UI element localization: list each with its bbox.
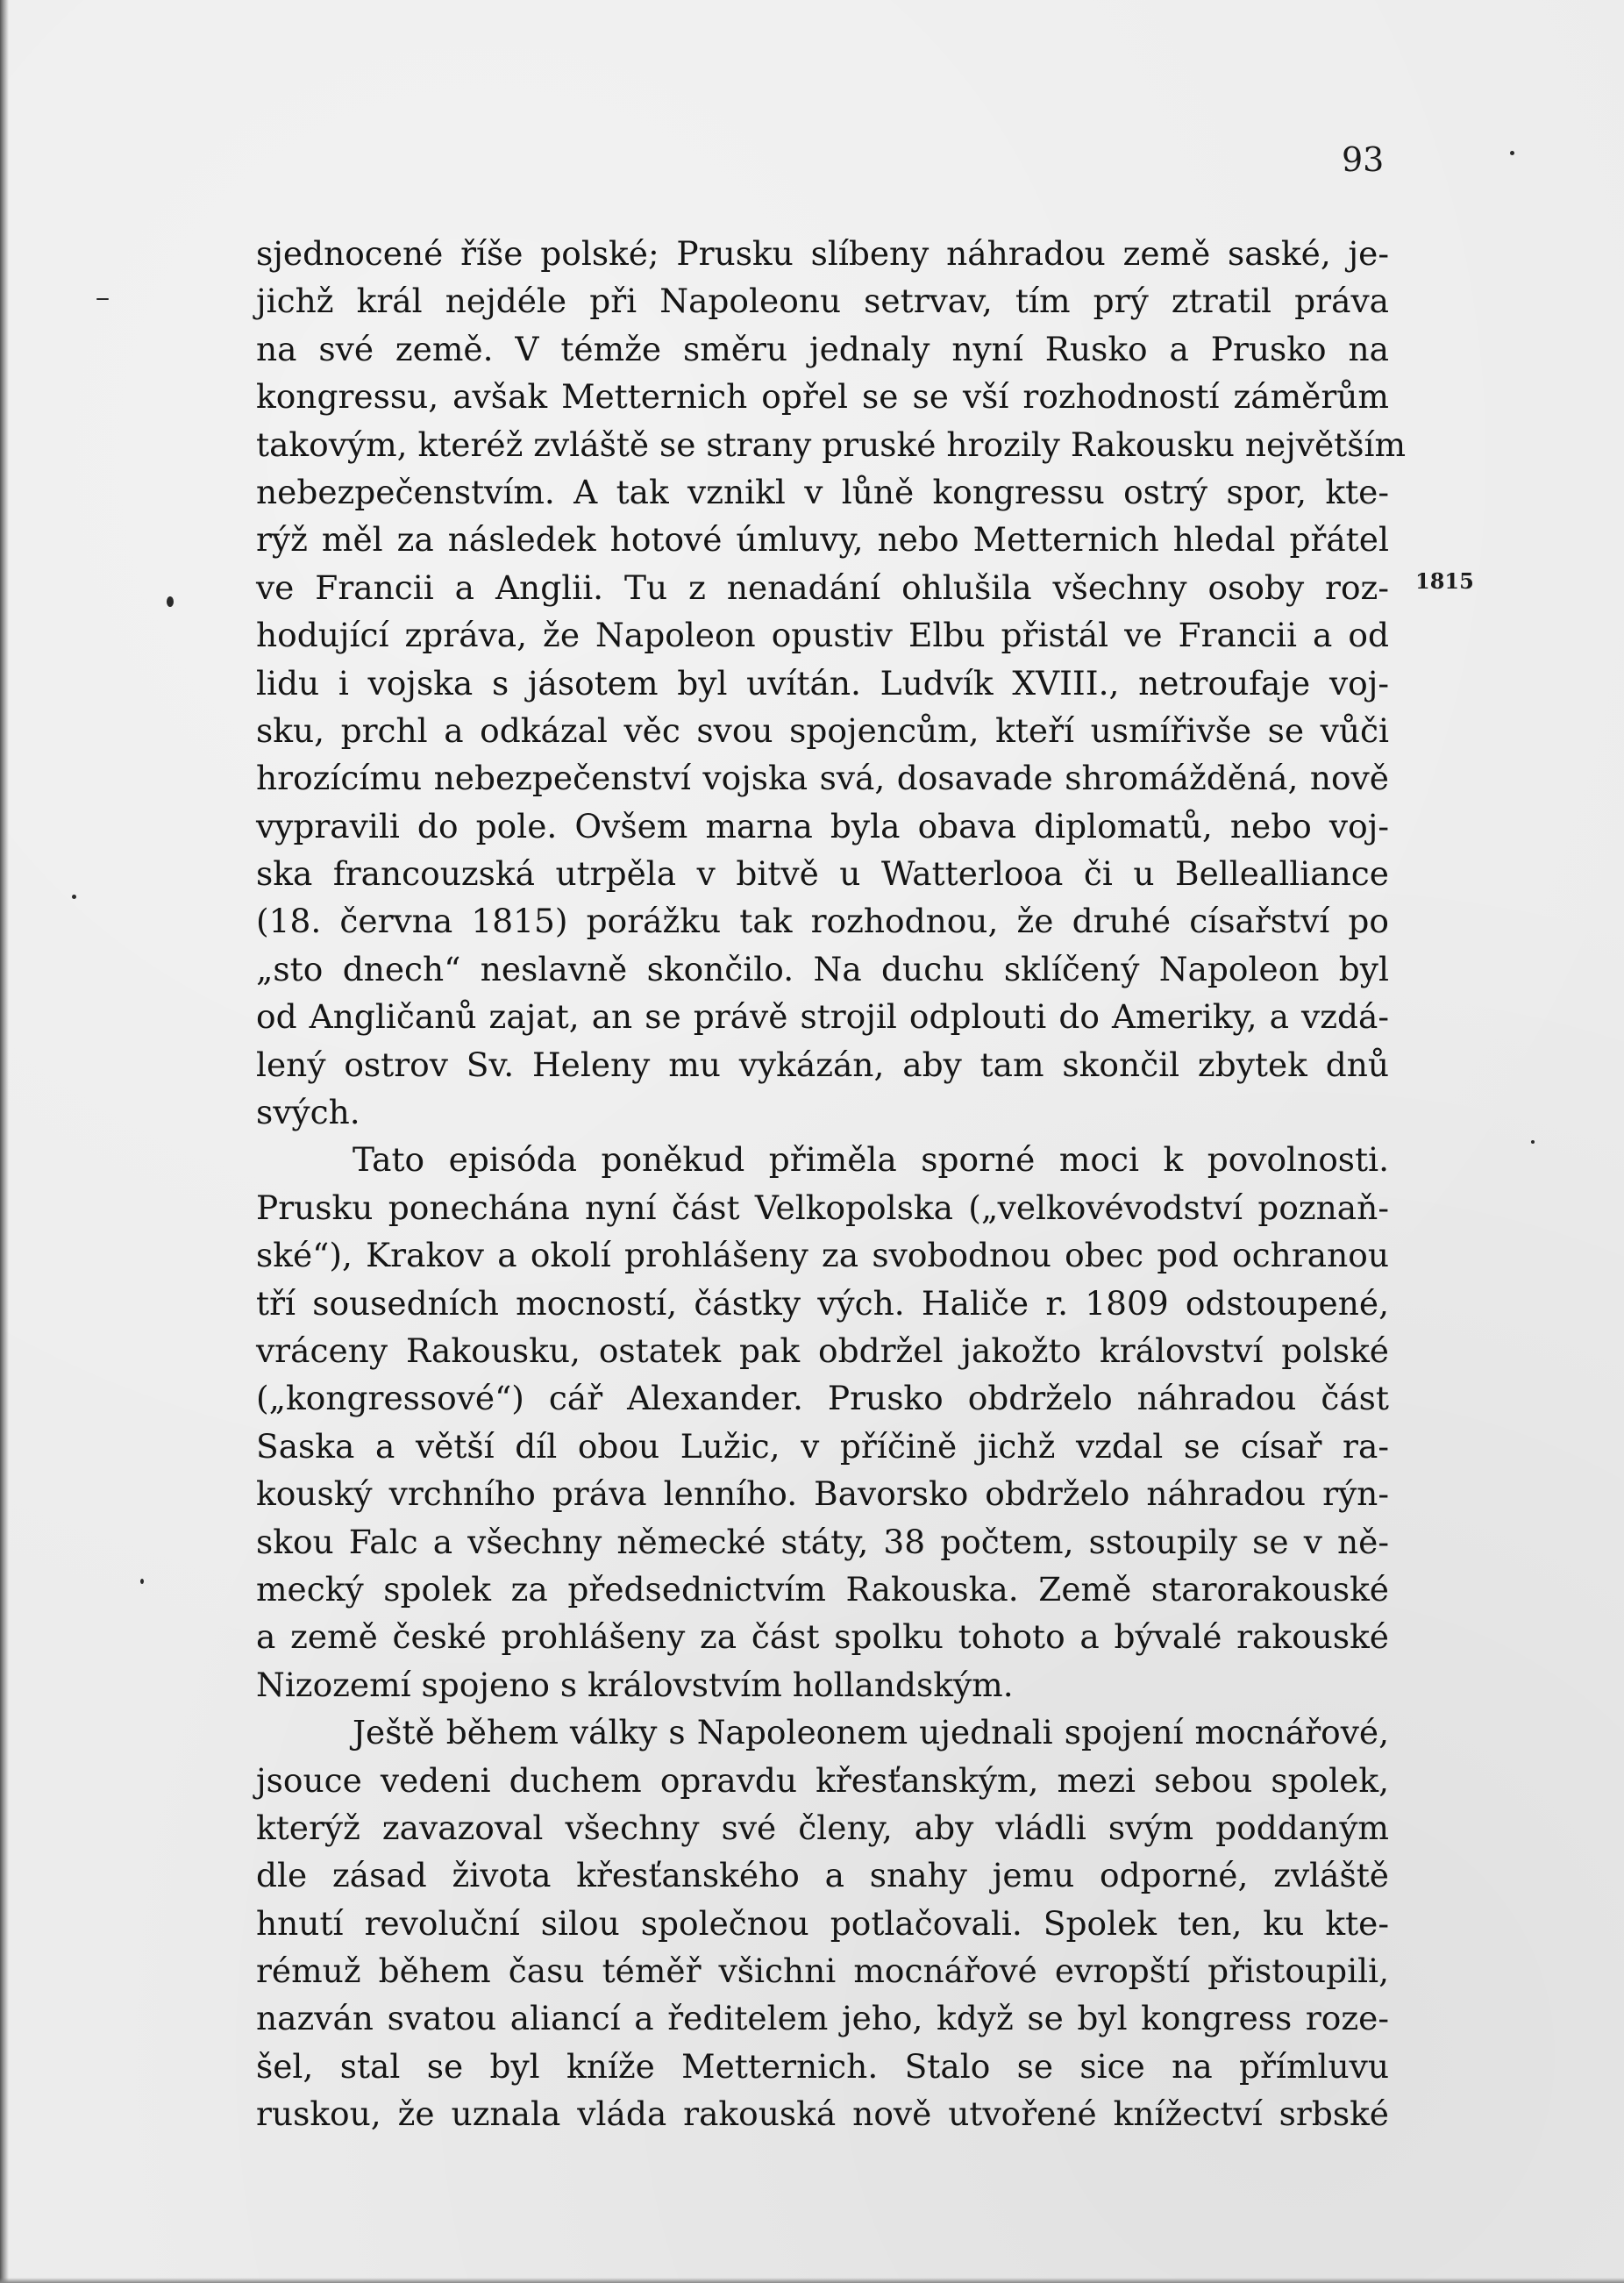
- text-line: šel, stal se byl kníže Metternich. Stalo se sice na přímluvu: [256, 2046, 1389, 2086]
- text-line: a země české prohlášeny za část spolku tohoto a bývalé rakouské: [256, 1617, 1389, 1657]
- text-line: na své země. V témže směru jednaly nyní Rusko a Prusko na: [256, 329, 1389, 368]
- text-line: ska francouzská utrpěla v bitvě u Watterlooa či u Bellealliance: [256, 854, 1389, 894]
- text-line: hnutí revoluční silou společnou potlačovali. Spolek ten, ku kte-: [256, 1903, 1389, 1943]
- text-line: skou Falc a všechny německé státy, 38 počtem, sstoupily se v ně-: [256, 1522, 1389, 1561]
- text-line: takovým, kteréž zvláště se strany pruské hrozily Rakousku největším: [256, 424, 1407, 464]
- margin-year-note: 1815: [1415, 568, 1474, 594]
- text-line: sjednocené říše polské; Prusku slíbeny náhradou země saské, je-: [256, 234, 1389, 273]
- text-line: Prusku ponechána nyní část Velkopolska („velkovévodství poznaň-: [256, 1188, 1389, 1227]
- text-line: vráceny Rakousku, ostatek pak obdržel jakožto království polské: [256, 1331, 1389, 1370]
- text-line: nebezpečenstvím. A tak vznikl v lůně kongressu ostrý spor, kte-: [256, 472, 1389, 511]
- text-line: od Angličanů zajat, an se právě strojil odplouti do Ameriky, a vzdá-: [256, 997, 1389, 1037]
- text-line: vypravili do pole. Ovšem marna byla obava diplomatů, nebo voj-: [256, 806, 1389, 845]
- text-line: ve Francii a Anglii. Tu z nenadání ohlušila všechny osoby roz-: [256, 567, 1389, 607]
- page-bottom-edge-shadow: [0, 2278, 1624, 2283]
- ink-speck: [1531, 1140, 1535, 1144]
- text-line: hrozícímu nebezpečenství vojska svá, dosavade shromážděná, nově: [256, 759, 1389, 798]
- page-number: 93: [1342, 140, 1385, 179]
- paragraph-first-line: Tato episóda poněkud přiměla sporné moci k povolnosti.: [353, 1140, 1389, 1180]
- ink-speck: [140, 1579, 144, 1584]
- text-line: (18. června 1815) porážku tak rozhodnou, že druhé císařství po: [256, 902, 1389, 941]
- body-text: [256, 230, 1407, 2138]
- text-line: nazván svatou aliancí a ředitelem jeho, když se byl kongress roze-: [256, 1999, 1389, 2038]
- text-line: lený ostrov Sv. Heleny mu vykázán, aby tam skončil zbytek dnů: [256, 1045, 1389, 1084]
- text-line: ské“), Krakov a okolí prohlášeny za svobodnou obec pod ochranou: [256, 1236, 1389, 1275]
- text-line: dle zásad života křesťanského a snahy jemu odporné, zvláště: [256, 1856, 1389, 1895]
- text-line: kouský vrchního práva lenního. Bavorsko obdrželo náhradou rýn-: [256, 1474, 1389, 1514]
- text-line: hodující zpráva, že Napoleon opustiv Elbu přistál ve Francii a od: [256, 616, 1389, 655]
- text-line: jsouce vedeni duchem opravdu křesťanským, mezi sebou spolek,: [256, 1760, 1389, 1800]
- text-line: („kongressové“) cář Alexander. Prusko obdrželo náhradou část: [256, 1379, 1389, 1418]
- text-line: kterýž zavazoval všechny své členy, aby vládli svým poddaným: [256, 1808, 1389, 1847]
- ink-speck: [72, 895, 76, 899]
- text-line: ruskou, že uznala vláda rakouská nově utvořené knížectví srbské: [256, 2094, 1389, 2134]
- page-left-edge-shadow: [0, 0, 9, 2283]
- text-line: rémuž během času téměř všichni mocnářové evropští přistoupili,: [256, 1951, 1389, 1991]
- text-line: sku, prchl a odkázal věc svou spojencům, kteří usmířivše se vůči: [256, 710, 1389, 750]
- text-line: lidu i vojska s jásotem byl uvítán. Ludvík XVIII., netroufaje voj-: [256, 663, 1389, 703]
- text-line: rýž měl za následek hotové úmluvy, nebo Metternich hledal přátel: [256, 520, 1389, 560]
- text-line: tří sousedních mocností, částky vých. Haliče r. 1809 odstoupené,: [256, 1283, 1389, 1323]
- text-line: mecký spolek za předsednictvím Rakouska. Země starorakouské: [256, 1569, 1389, 1609]
- text-line: jichž král nejdéle při Napoleonu setrvav, tím prý ztratil práva: [256, 282, 1389, 321]
- text-line: „sto dnech“ neslavně skončilo. Na duchu sklíčený Napoleon byl: [256, 949, 1389, 988]
- text-line: Saska a větší díl obou Lužic, v příčině jichž vzdal se císař ra-: [256, 1426, 1389, 1466]
- paragraph-end-line: svých.: [256, 1093, 360, 1132]
- paragraph-first-line: Ještě během války s Napoleonem ujednali spojení mocnářové,: [353, 1713, 1389, 1752]
- ink-speck: [96, 298, 109, 300]
- paragraph-end-line: Nizozemí spojeno s královstvím hollandským.: [256, 1665, 1014, 1704]
- text-line: kongressu, avšak Metternich opřel se se vší rozhodností záměrům: [256, 377, 1389, 417]
- ink-speck: [167, 596, 174, 607]
- ink-speck: [1510, 151, 1514, 155]
